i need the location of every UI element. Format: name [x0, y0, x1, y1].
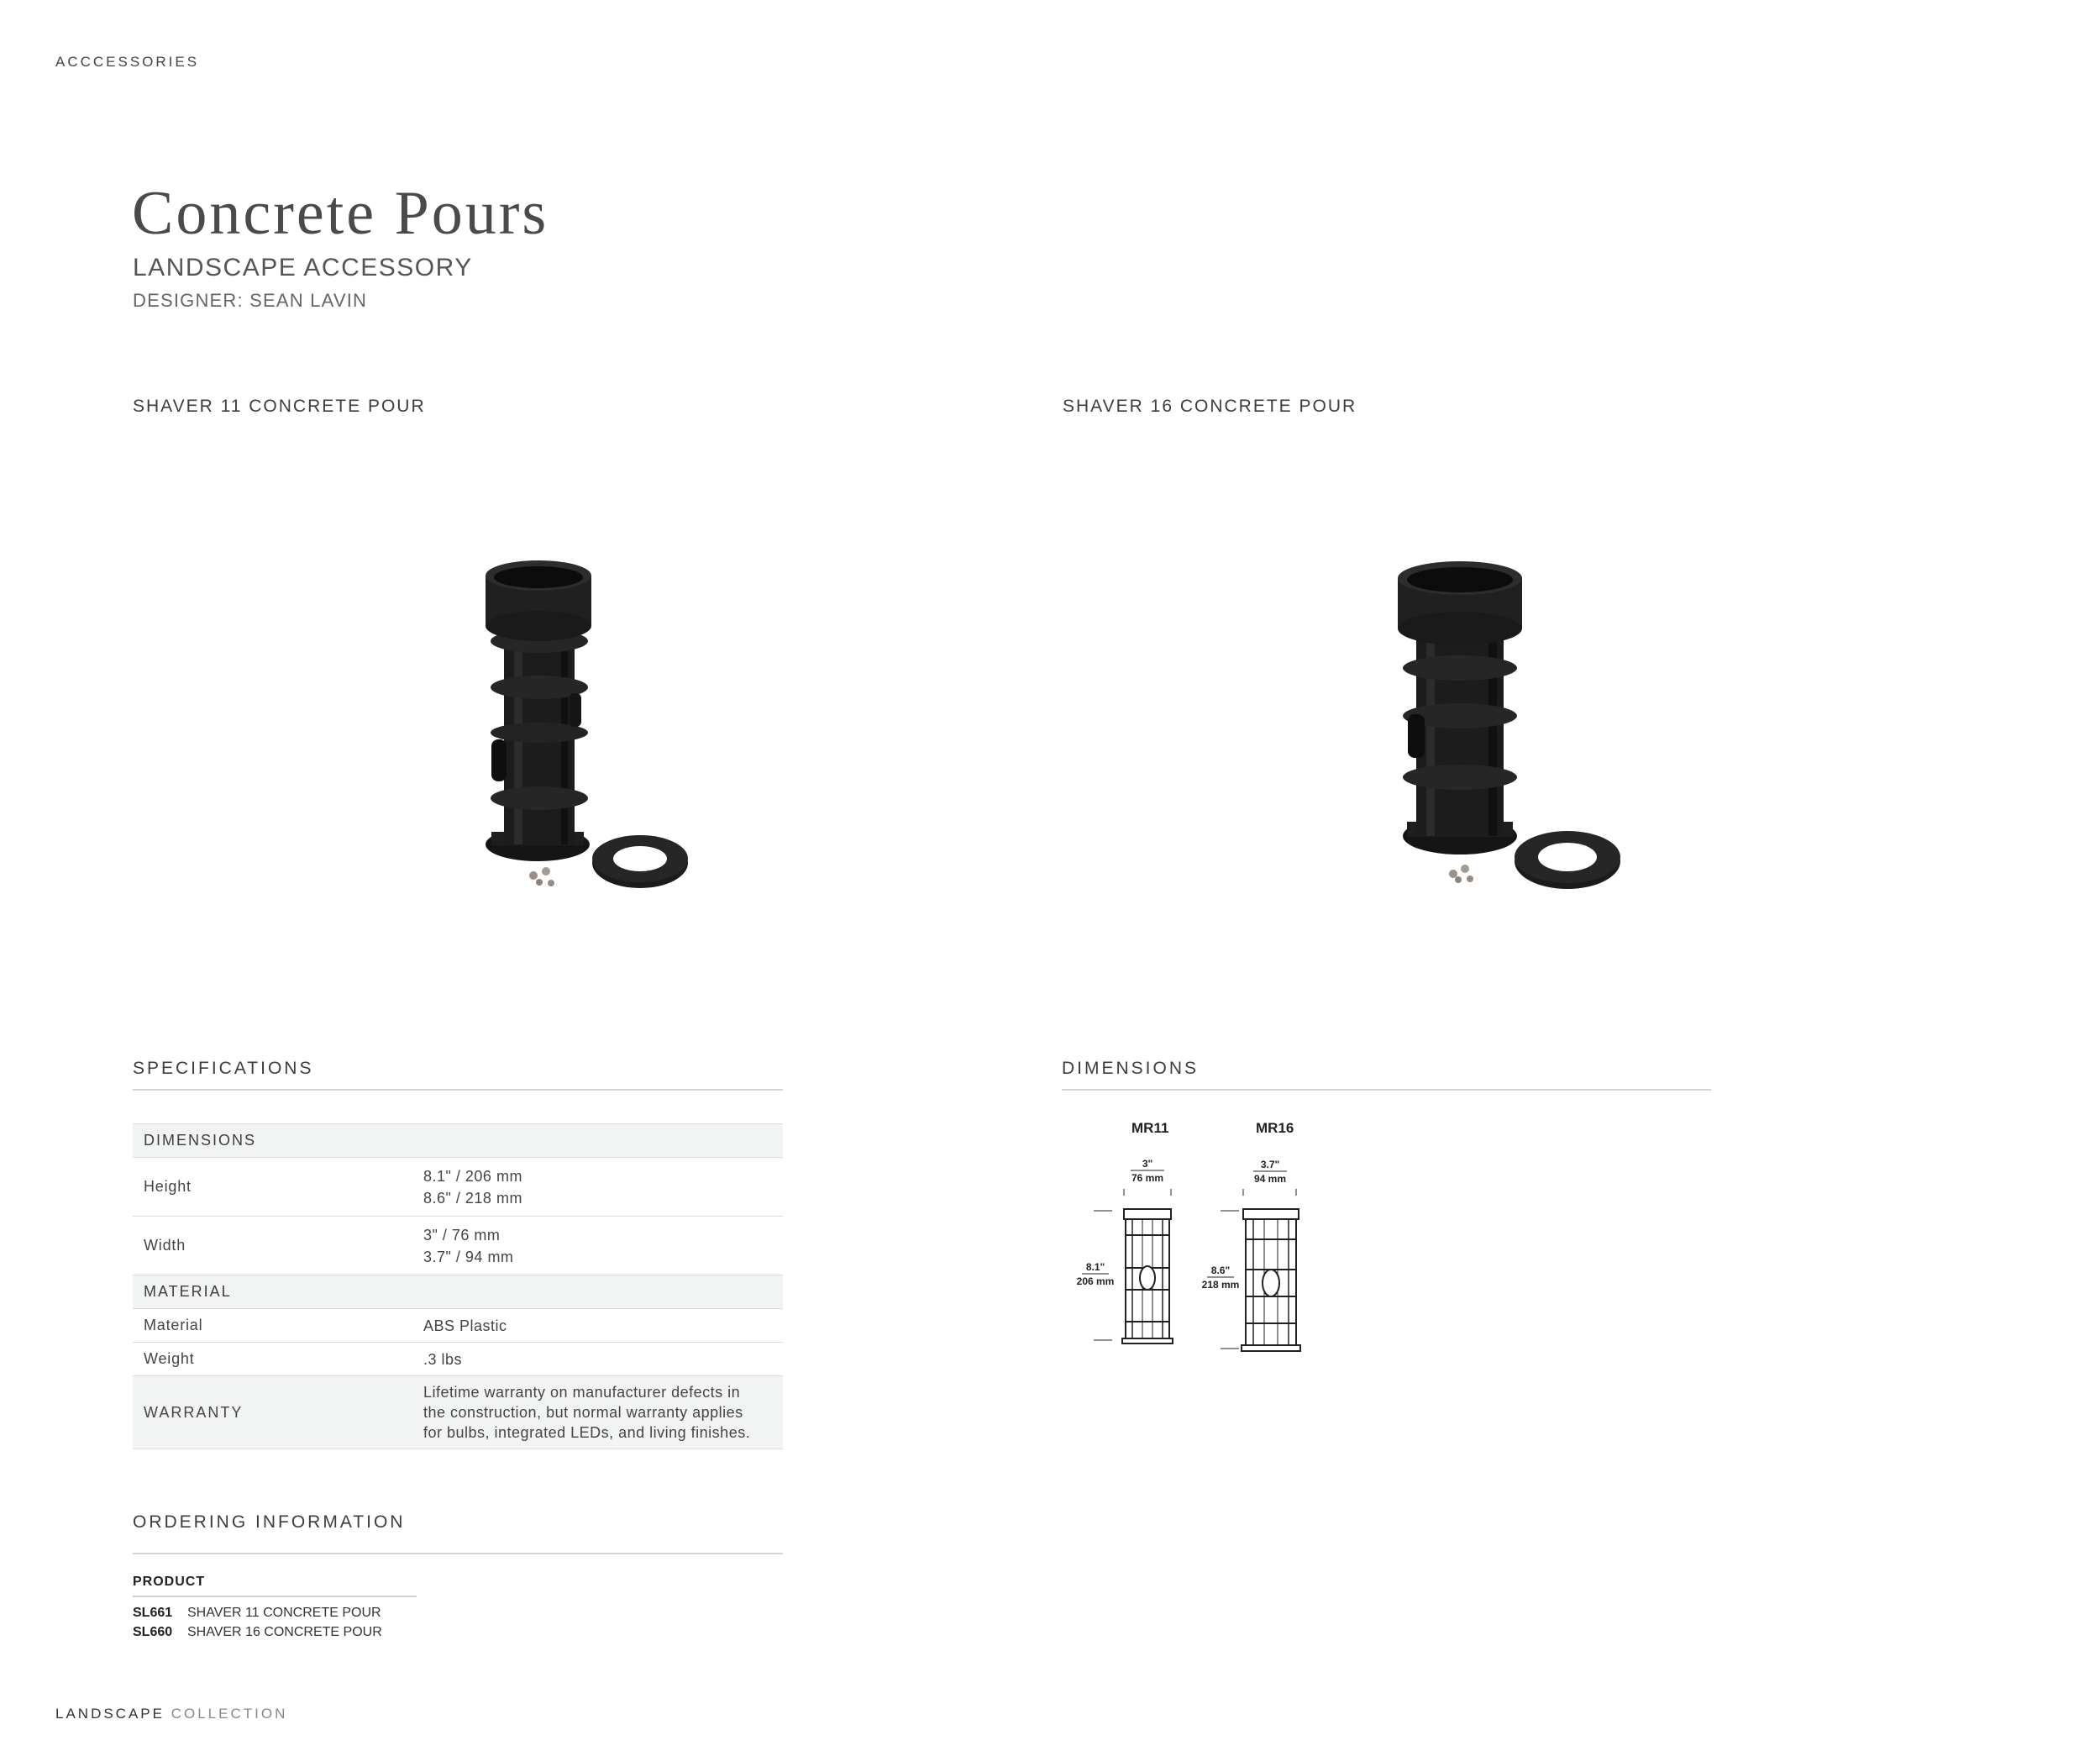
- page-subtitle: LANDSCAPE ACCESSORY: [133, 254, 473, 281]
- ordering-product-name: SHAVER 11 CONCRETE POUR: [187, 1606, 381, 1620]
- spec-value-line: 3" / 76 mm: [423, 1226, 501, 1244]
- mr11-height-inches: 8.1": [1085, 1261, 1105, 1273]
- warranty-line: Lifetime warranty on manufacturer defects in: [423, 1384, 741, 1401]
- footer-collection: [55, 1706, 287, 1722]
- spec-value: [412, 1158, 783, 1217]
- ordering-column-divider: [133, 1596, 417, 1597]
- mr11-width-inches: 3": [1142, 1158, 1153, 1170]
- spec-label: WARRANTY: [133, 1376, 412, 1449]
- dimension-drawing-mr11: [1067, 1155, 1184, 1349]
- dimension-label-mr16: MR16: [1256, 1120, 1294, 1136]
- footer-brand: LANDSCAPE: [55, 1706, 165, 1722]
- product-image-shaver-11: [470, 555, 706, 899]
- product-heading-shaver-11: SHAVER 11 CONCRETE POUR: [133, 397, 426, 416]
- spec-value-line: 8.1" / 206 mm: [423, 1167, 522, 1185]
- ordering-column-product: PRODUCT: [133, 1575, 206, 1589]
- spec-row-height: [133, 1158, 783, 1217]
- mr11-height-mm: 206 mm: [1076, 1275, 1115, 1287]
- section-tag: ACCCESSORIES: [55, 54, 200, 70]
- spec-value-line: 8.6" / 218 mm: [423, 1189, 522, 1207]
- mr16-width-inches: 3.7": [1260, 1159, 1280, 1170]
- spec-value-line: 3.7" / 94 mm: [423, 1248, 514, 1265]
- dimension-drawing-mr16: [1189, 1155, 1315, 1357]
- ordering-heading: ORDERING INFORMATION: [133, 1512, 406, 1532]
- ordering-code: SL660: [133, 1625, 173, 1639]
- mr16-width-mm: 94 mm: [1253, 1173, 1287, 1185]
- product-heading-shaver-16: SHAVER 16 CONCRETE POUR: [1063, 397, 1357, 416]
- spec-row-weight: [133, 1343, 783, 1376]
- mr11-width-mm: 76 mm: [1131, 1172, 1164, 1184]
- spec-row-width: [133, 1217, 783, 1275]
- page-title: Concrete Pours: [132, 179, 549, 248]
- ordering-row: [133, 1606, 381, 1621]
- mr16-height-inches: 8.6": [1210, 1265, 1231, 1276]
- spec-row-material: [133, 1309, 783, 1343]
- spec-value: [412, 1217, 783, 1275]
- specifications-table: [133, 1123, 783, 1449]
- specifications-heading: SPECIFICATIONS: [133, 1059, 314, 1078]
- spec-group-label: MATERIAL: [133, 1275, 783, 1309]
- mr16-height-mm: 218 mm: [1201, 1279, 1240, 1291]
- product-image-shaver-16: [1386, 555, 1621, 899]
- spec-label: Width: [133, 1217, 412, 1275]
- spec-value: .3 lbs: [412, 1343, 783, 1376]
- spec-value: ABS Plastic: [412, 1309, 783, 1343]
- ordering-row: [133, 1625, 382, 1640]
- spec-group-dimensions: [133, 1124, 783, 1158]
- footer-collection-label: COLLECTION: [171, 1706, 288, 1722]
- ordering-divider: [133, 1553, 783, 1554]
- ordering-product-name: SHAVER 16 CONCRETE POUR: [187, 1625, 382, 1639]
- spec-value: [412, 1376, 783, 1449]
- dimensions-heading: DIMENSIONS: [1062, 1059, 1200, 1078]
- spec-row-warranty: [133, 1376, 783, 1449]
- spec-group-material: [133, 1275, 783, 1309]
- spec-group-label: DIMENSIONS: [133, 1124, 783, 1158]
- dimensions-divider: [1062, 1089, 1711, 1091]
- spec-label: Material: [133, 1309, 412, 1343]
- ordering-code: SL661: [133, 1606, 173, 1620]
- warranty-line: the construction, but normal warranty applies: [423, 1404, 743, 1421]
- dimension-label-mr11: MR11: [1131, 1120, 1169, 1136]
- designer-credit: DESIGNER: SEAN LAVIN: [133, 290, 368, 311]
- specifications-divider: [133, 1089, 783, 1091]
- spec-label: Height: [133, 1158, 412, 1217]
- warranty-line: for bulbs, integrated LEDs, and living finishes.: [423, 1424, 751, 1441]
- spec-label: Weight: [133, 1343, 412, 1376]
